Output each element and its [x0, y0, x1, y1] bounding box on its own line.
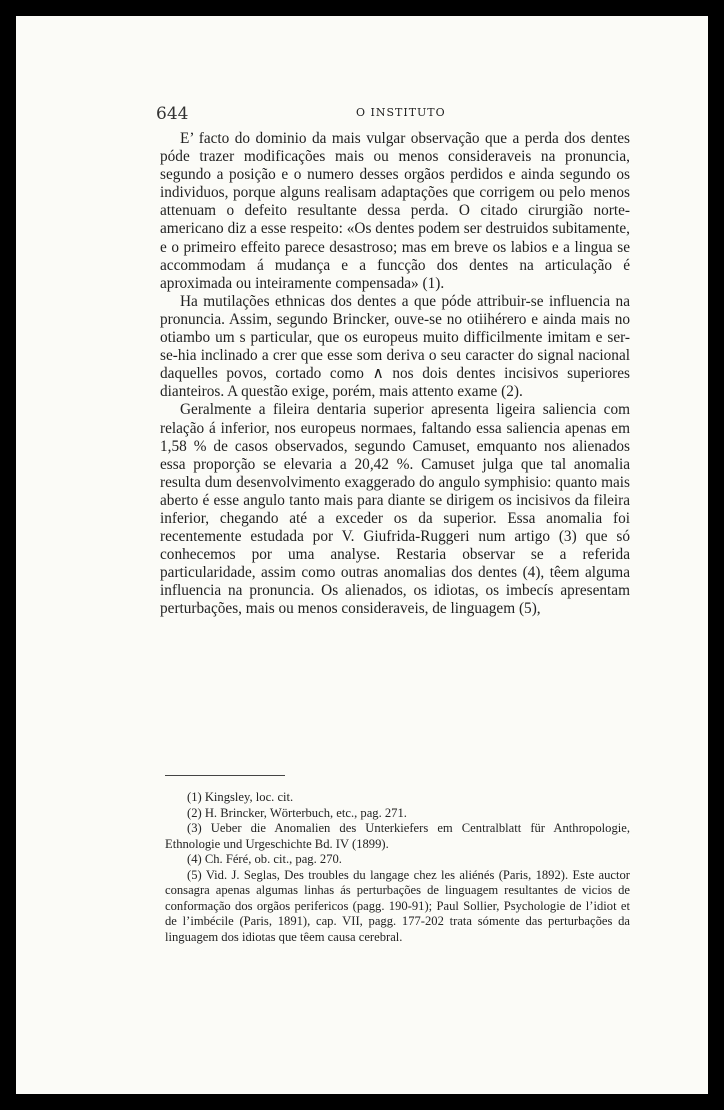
footnote-4: (4) Ch. Féré, ob. cit., pag. 270.: [187, 852, 342, 866]
body-text: [160, 130, 630, 619]
footnote-3: (3) Ueber die Anomalien des Unterkiefers em Centralblatt für Anthropologie, Ethnologie und Urgeschichte Bd. IV (1899).: [165, 821, 630, 851]
footnote-divider: [165, 775, 285, 776]
footnote-1: (1) Kingsley, loc. cit.: [187, 790, 294, 804]
paragraph: E’ facto do dominio da mais vulgar observação que a perda dos dentes póde trazer modificações mais ou menos consideraveis na pronuncia, segundo a posição e o numero desses orgãos perdidos e ainda segundo os individuos, porque alguns realisam adaptações que corrigem ou pelo menos attenuam o defeito resultante dessa perda. O citado cirurgião norte-americano diz a esse respeito: «Os dentes podem ser destruidos subitamente, e o primeiro effeito parece desastroso; mas em breve os labios e a lingua se accommodam á mudança e a funcção dos dentes na articulação é aproximada ou inteiramente compensada» (1).: [160, 130, 630, 292]
running-title: O INSTITUTO: [356, 106, 446, 119]
footnote-5: (5) Vid. J. Seglas, Des troubles du langage chez les aliénés (Paris, 1892). Este auctor consagra apenas algumas linhas ás perturbações de linguagem resultantes de vicios de conformação dos orgãos perifericos (pagg. 190-91); Paul Sollier, Psychologie de l’idiot et de l’imbécile (Paris, 1891), cap. VII, pagg. 177-202 trata sómente das perturbações da linguagem dos idiotas que têem causa cerebral.: [165, 867, 630, 944]
page-header: [156, 104, 656, 126]
paragraph: Ha mutilações ethnicas dos dentes a que póde attribuir-se influencia na pronuncia. Assim, segundo Brincker, ouve-se no otiihérero e ainda mais no otiambo um s particular, que os europeus muito difficilmente imitam e ser-se-hia inclinado a crer que esse som deriva o seu caracter do signal nacional daquelles povos, cortado como ∧ nos dois dentes incisivos superiores dianteiros. A questão exige, porém, mais attento exame (2).: [160, 292, 630, 401]
footnotes: [165, 790, 630, 945]
paragraph: Geralmente a fileira dentaria superior apresenta ligeira saliencia com relação á inferior, nos europeus normaes, faltando essa saliencia apenas em 1,58 % de casos observados, segundo Camuset, emquanto nos alienados essa proporção se elevaria a 20,42 %. Camuset julga que tal anomalia resulta dum desenvolvimento exaggerado do angulo symphisio: quanto mais aberto é esse angulo tanto mais para diante se dirigem os incisivos da fileira inferior, chegando até a exceder os da superior. Essa anomalia foi recentemente estudada por V. Giufrida-Ruggeri num artigo (3) que só conhecemos por uma analyse. Restaria observar se a referida particularidade, assim como outras anomalias dos dentes (4), têem alguma influencia na pronuncia. Os alienados, os idiotas, os imbecís apresentam perturbações, mais ou menos consideraveis, de linguagem (5),: [160, 401, 630, 618]
footnote-2: (2) H. Brincker, Wörterbuch, etc., pag. 271.: [187, 805, 407, 820]
page-number: 644: [156, 104, 189, 124]
